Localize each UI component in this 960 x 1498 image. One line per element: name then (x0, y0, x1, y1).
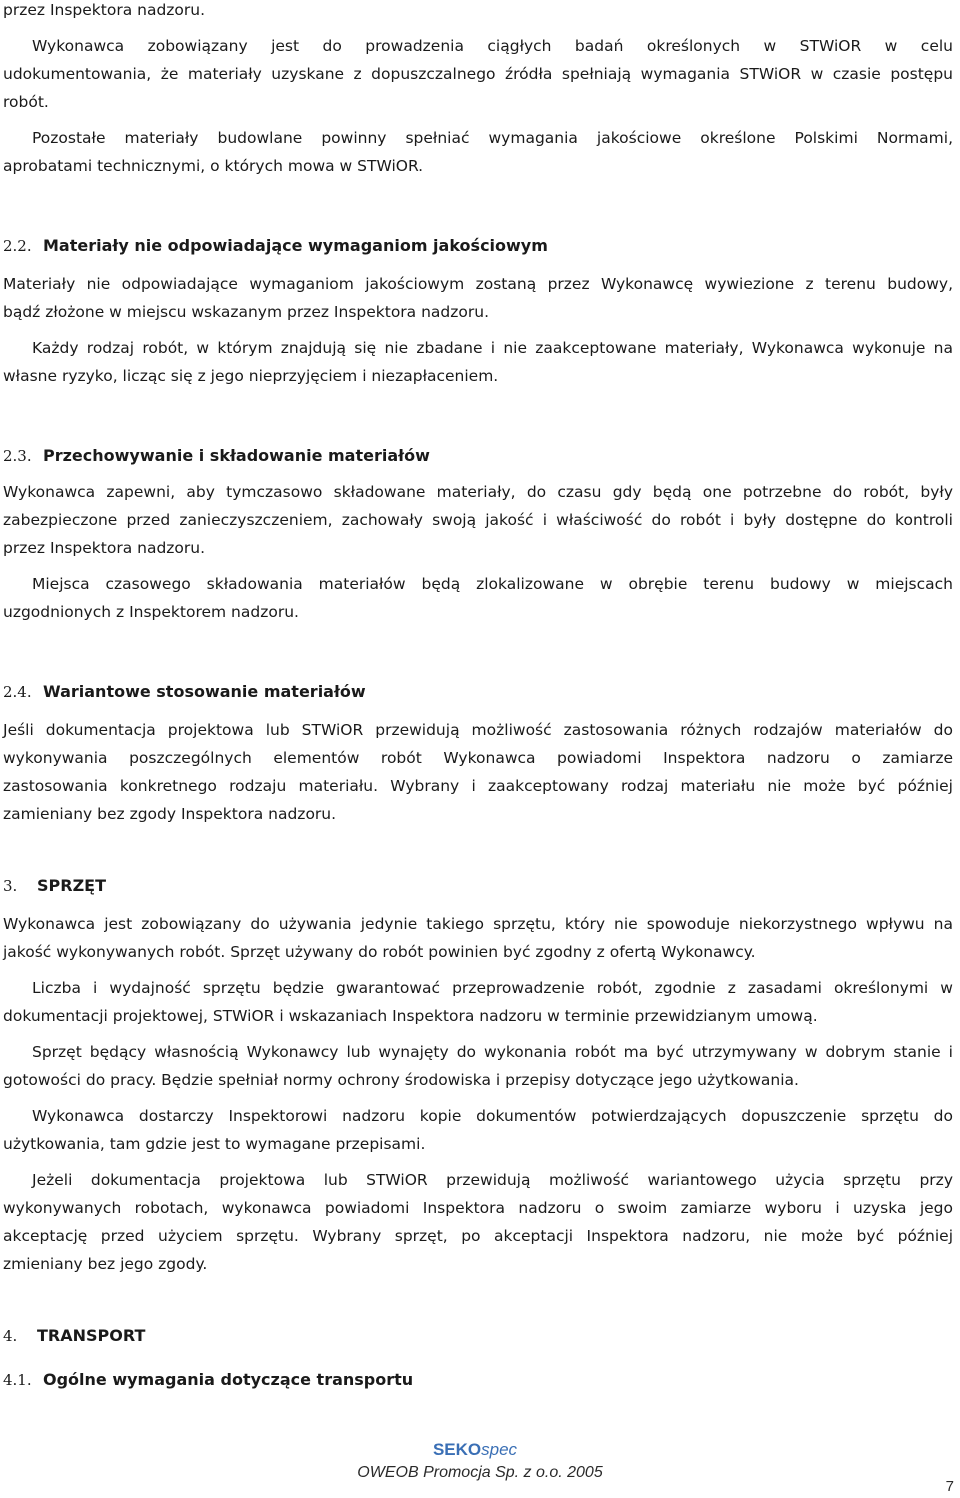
paragraph-line: wykonywania poszczególnych elementów robót Wykonawca powiadomi Inspektora nadzoru o zamiarze (3, 749, 953, 767)
section-number: 2.2. (3, 237, 32, 255)
section-number: 3. (3, 877, 18, 895)
section-number: 2.3. (3, 447, 32, 465)
paragraph-line: Wykonawca jest zobowiązany do używania jedynie takiego sprzętu, który nie spowoduje niekorzystnego wpływu na (3, 915, 953, 933)
section-title: Materiały nie odpowiadające wymaganiom jakościowym (43, 236, 548, 255)
paragraph-line: wykonywanych robotach, wykonawca powiadomi Inspektora nadzoru o swoim zamiarze wyboru i uzyska jego (3, 1199, 953, 1217)
paragraph-line: Wykonawca zapewni, aby tymczasowo składowane materiały, do czasu gdy będą one potrzebne do robót, były (3, 483, 953, 501)
paragraph-line: przez Inspektora nadzoru. (3, 1, 206, 19)
paragraph-line: Wykonawca zobowiązany jest do prowadzenia ciągłych badań określonych w STWiOR w celu (32, 37, 953, 55)
paragraph-line: akceptację przed użyciem sprzętu. Wybrany sprzęt, po akceptacji Inspektora nadzoru, nie może być później (3, 1227, 953, 1245)
section-heading-2-4 (3, 682, 366, 702)
brand-name-part2: spec (481, 1440, 518, 1459)
paragraph-line: własne ryzyko, licząc się z jego nieprzyjęciem i niezapłaceniem. (3, 367, 499, 385)
section-title: Wariantowe stosowanie materiałów (43, 682, 366, 701)
paragraph-line: aprobatami technicznymi, o których mowa w STWiOR. (3, 157, 424, 175)
paragraph-line: udokumentowania, że materiały uzyskane z dopuszczalnego źródła spełniają wymagania STWiOR w czasie postępu (3, 65, 953, 83)
paragraph-line: Każdy rodzaj robót, w którym znajdują się nie zbadane i nie zaakceptowane materiały, Wykonawca wykonuje na (32, 339, 953, 357)
paragraph-line: Jeśli dokumentacja projektowa lub STWiOR przewidują możliwość zastosowania różnych rodzajów materiałów do (3, 721, 953, 739)
paragraph-line: gotowości do pracy. Będzie spełniał normy ochrony środowiska i przepisy dotyczące jego użytkowania. (3, 1071, 799, 1089)
section-title: Przechowywanie i składowanie materiałów (43, 446, 430, 465)
page-number: 7 (945, 1478, 954, 1495)
paragraph-line: zastosowania konkretnego rodzaju materiału. Wybrany i zaakceptowany rodzaj materiału nie może być później (3, 777, 953, 795)
section-heading-3 (3, 876, 106, 896)
paragraph-line: użytkowania, tam gdzie jest to wymagane przepisami. (3, 1135, 426, 1153)
brand-name-part1: SEKO (432, 1440, 482, 1459)
section-number: 4.1. (3, 1371, 32, 1389)
section-heading-4 (3, 1326, 145, 1346)
paragraph-line: jakość wykonywanych robót. Sprzęt używany do robót powinien być zgodny z ofertą Wykonawcy. (3, 943, 756, 961)
section-title: SPRZĘT (37, 876, 107, 895)
footer-brand (0, 1440, 950, 1460)
paragraph-line: bądź złożone w miejscu wskazanym przez Inspektora nadzoru. (3, 303, 490, 321)
paragraph-line: Jeżeli dokumentacja projektowa lub STWiOR przewidują możliwość wariantowego użycia sprzętu przy (32, 1171, 953, 1189)
paragraph-line: zabezpieczone przed zanieczyszczeniem, zachowały swoją jakość i właściwość do robót i były dostępne do kontroli (3, 511, 953, 529)
paragraph-line: zamieniany bez zgody Inspektora nadzoru. (3, 805, 337, 823)
paragraph-line: Sprzęt będący własnością Wykonawcy lub wynajęty do wykonania robót ma być utrzymywany w dobrym stanie i (32, 1043, 953, 1061)
paragraph-line: Materiały nie odpowiadające wymaganiom jakościowym zostaną przez Wykonawcę wywiezione z terenu budowy, (3, 275, 953, 293)
paragraph-line: Pozostałe materiały budowlane powinny spełniać wymagania jakościowe określone Polskimi Normami, (32, 129, 953, 147)
paragraph-line: przez Inspektora nadzoru. (3, 539, 206, 557)
section-heading-4-1 (3, 1370, 413, 1390)
paragraph-line: robót. (3, 93, 49, 111)
section-title: TRANSPORT (37, 1326, 146, 1345)
section-heading-2-2 (3, 236, 548, 256)
section-heading-2-3 (3, 446, 430, 466)
paragraph-line: zmieniany bez jego zgody. (3, 1255, 208, 1273)
paragraph-line: dokumentacji projektowej, STWiOR i wskazaniach Inspektora nadzoru w terminie przewidzianym umową. (3, 1007, 818, 1025)
paragraph-line: Liczba i wydajność sprzętu będzie gwarantować przeprowadzenie robót, zgodnie z zasadami określonymi w (32, 979, 953, 997)
footer-company: OWEOB Promocja Sp. z o.o. 2005 (357, 1464, 603, 1481)
paragraph-line: uzgodnionych z Inspektorem nadzoru. (3, 603, 299, 621)
section-number: 2.4. (3, 683, 32, 701)
paragraph-line: Miejsca czasowego składowania materiałów będą zlokalizowane w obrębie terenu budowy w miejscach (32, 575, 953, 593)
paragraph-line: Wykonawca dostarczy Inspektorowi nadzoru kopie dokumentów potwierdzających dopuszczenie sprzętu do (32, 1107, 953, 1125)
section-title: Ogólne wymagania dotyczące transportu (43, 1370, 414, 1389)
section-number: 4. (3, 1327, 18, 1345)
